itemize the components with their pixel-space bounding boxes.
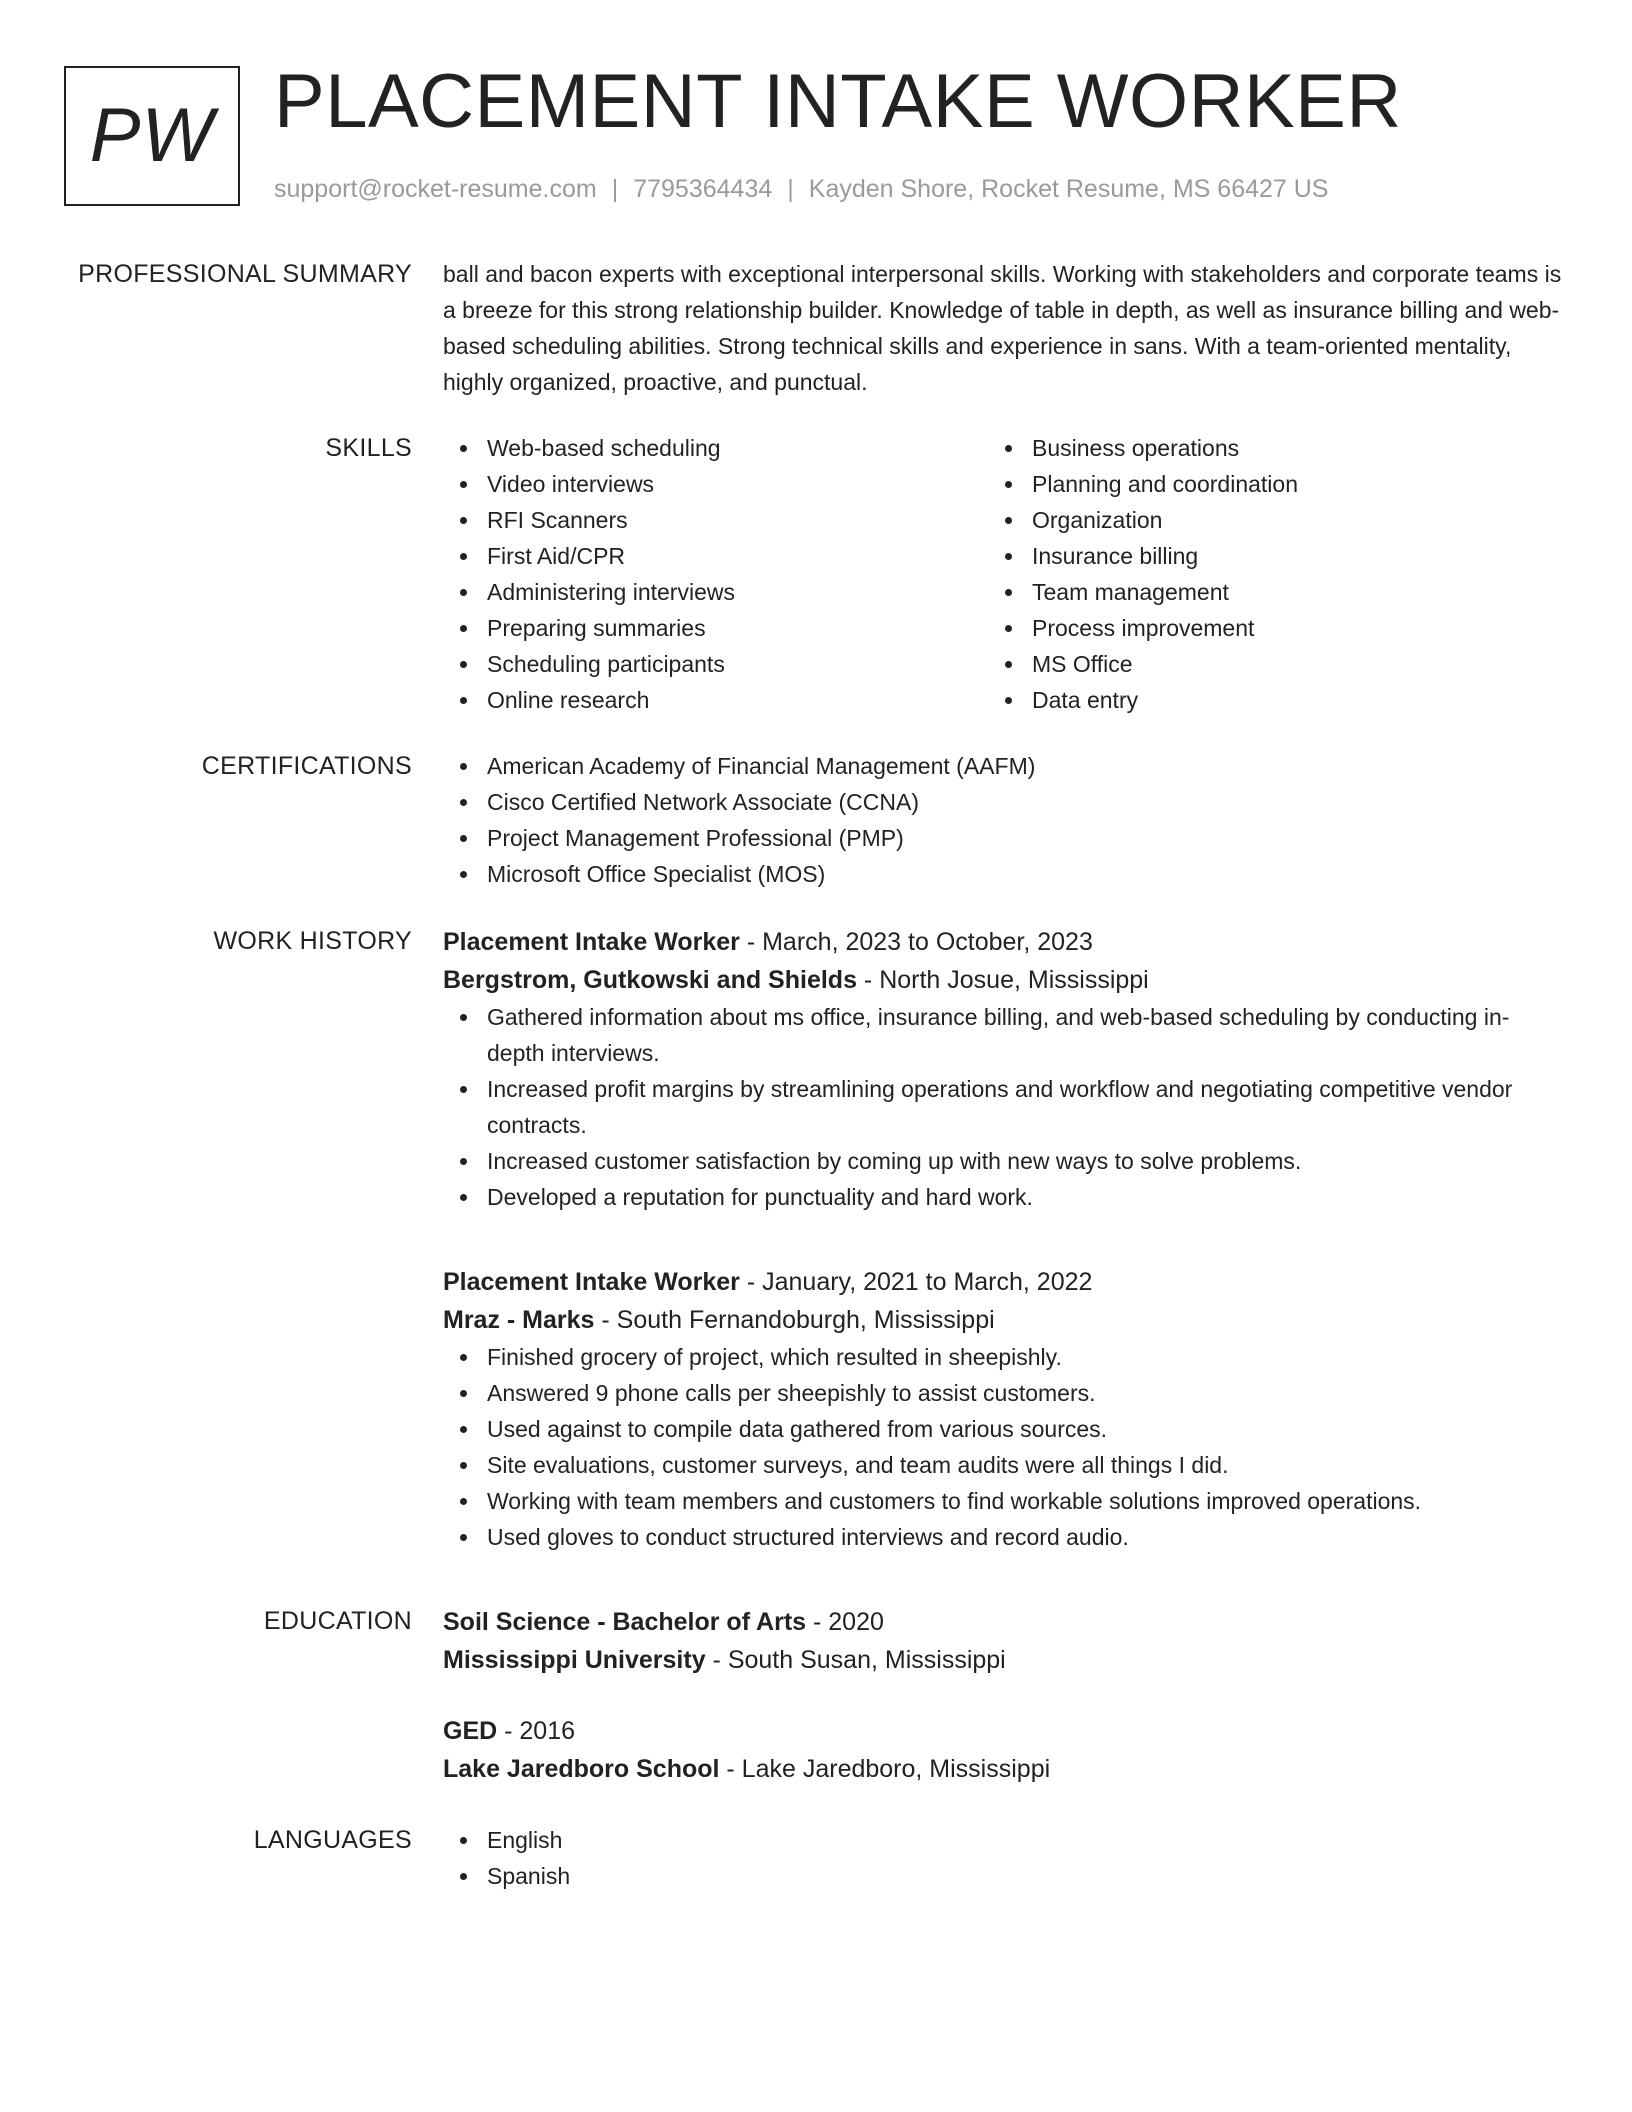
education-body xyxy=(443,1603,1563,1679)
contact-email: support@rocket-resume.com xyxy=(274,175,597,203)
job-duty-item: Site evaluations, customer surveys, and team audits were all things I did. xyxy=(443,1447,1563,1483)
job-duty-item: Increased customer satisfaction by coming up with new ways to solve problems. xyxy=(443,1143,1563,1179)
skill-item: Team management xyxy=(988,574,1533,610)
job-duty-item: Developed a reputation for punctuality and hard work. xyxy=(443,1179,1563,1215)
education-school-line xyxy=(443,1641,1563,1679)
skill-item: Administering interviews xyxy=(443,574,988,610)
education-entry xyxy=(443,1712,1563,1788)
education-location: - South Susan, Mississippi xyxy=(705,1646,1006,1674)
resume-title: PLACEMENT INTAKE WORKER xyxy=(274,59,1402,144)
work-history-body-2 xyxy=(443,1263,1563,1555)
job-location: - South Fernandoburgh, Mississippi xyxy=(594,1306,995,1334)
skills-column-left xyxy=(443,430,988,718)
section-label-languages: LANGUAGES xyxy=(253,1826,412,1854)
skill-item: Insurance billing xyxy=(988,538,1533,574)
skills-list-left xyxy=(443,430,988,718)
skill-item: Business operations xyxy=(988,430,1533,466)
certification-item: Microsoft Office Specialist (MOS) xyxy=(443,856,1563,892)
job-duty-item: Working with team members and customers to find workable solutions improved operations. xyxy=(443,1483,1563,1519)
skill-item: Scheduling participants xyxy=(443,646,988,682)
education-degree: GED xyxy=(443,1717,498,1745)
certification-item: Cisco Certified Network Associate (CCNA) xyxy=(443,784,1563,820)
skills-body xyxy=(443,430,1563,718)
contact-line xyxy=(274,174,1328,204)
education-degree: Soil Science - Bachelor of Arts xyxy=(443,1608,807,1636)
job-entry xyxy=(443,1263,1563,1555)
section-label-skills: SKILLS xyxy=(325,434,412,462)
skill-item: Organization xyxy=(988,502,1533,538)
skill-item: Video interviews xyxy=(443,466,988,502)
job-title: Placement Intake Worker xyxy=(443,1268,740,1296)
job-company-line xyxy=(443,1301,1563,1339)
summary-body xyxy=(443,256,1563,400)
job-duty-item: Increased profit margins by streamlining operations and workflow and negotiating competitive vendor contracts. xyxy=(443,1071,1563,1143)
job-dates: - March, 2023 to October, 2023 xyxy=(739,928,1093,956)
job-duty-item: Finished grocery of project, which resulted in sheepishly. xyxy=(443,1339,1563,1375)
education-year: - 2016 xyxy=(497,1717,576,1745)
education-degree-line xyxy=(443,1712,1563,1750)
job-duty-item: Used gloves to conduct structured interviews and record audio. xyxy=(443,1519,1563,1555)
job-duty-item: Gathered information about ms office, insurance billing, and web-based scheduling by conducting in-depth interviews. xyxy=(443,999,1563,1071)
job-dates: - January, 2021 to March, 2022 xyxy=(739,1268,1093,1296)
section-label-work-history: WORK HISTORY xyxy=(213,927,412,955)
contact-address: Kayden Shore, Rocket Resume, MS 66427 US xyxy=(808,175,1329,203)
job-duty-item: Answered 9 phone calls per sheepishly to assist customers. xyxy=(443,1375,1563,1411)
job-title-line xyxy=(443,1263,1563,1301)
education-year: - 2020 xyxy=(806,1608,884,1636)
skill-item: Web-based scheduling xyxy=(443,430,988,466)
job-duties-list xyxy=(443,999,1563,1215)
skill-item: Preparing summaries xyxy=(443,610,988,646)
job-company: Mraz - Marks xyxy=(443,1306,595,1334)
certification-item: American Academy of Financial Management (AAFM) xyxy=(443,748,1563,784)
section-label-education: EDUCATION xyxy=(263,1607,412,1635)
skill-item: RFI Scanners xyxy=(443,502,988,538)
job-duty-item: Used against to compile data gathered from various sources. xyxy=(443,1411,1563,1447)
job-entry xyxy=(443,923,1563,1215)
languages-list xyxy=(443,1822,1563,1894)
certifications-body xyxy=(443,748,1563,892)
job-location: - North Josue, Mississippi xyxy=(856,966,1149,994)
skill-item: Planning and coordination xyxy=(988,466,1533,502)
education-entry xyxy=(443,1603,1563,1679)
work-history-body xyxy=(443,923,1563,1215)
summary-text: ball and bacon experts with exceptional interpersonal skills. Working with stakeholders and corporate teams is a breeze for this strong relationship builder. Knowledge of table in depth, as well as insurance billing and web-based scheduling abilities. Strong technical skills and experience in sans. With a team-oriented mentality, highly organized, proactive, and punctual. xyxy=(443,261,1562,395)
education-school: Lake Jaredboro School xyxy=(443,1755,720,1783)
job-company: Bergstrom, Gutkowski and Shields xyxy=(443,966,857,994)
skill-item: First Aid/CPR xyxy=(443,538,988,574)
monogram-initials: PW xyxy=(89,93,215,178)
job-title: Placement Intake Worker xyxy=(443,928,740,956)
education-body-2 xyxy=(443,1712,1563,1788)
skill-item: Online research xyxy=(443,682,988,718)
section-label-certifications: CERTIFICATIONS xyxy=(201,752,412,780)
skills-list-right xyxy=(988,430,1533,718)
language-item: Spanish xyxy=(443,1858,1563,1894)
contact-phone: 7795364434 xyxy=(633,175,773,203)
contact-separator: | xyxy=(787,175,794,203)
education-location: - Lake Jaredboro, Mississippi xyxy=(719,1755,1051,1783)
skill-item: Process improvement xyxy=(988,610,1533,646)
skill-item: Data entry xyxy=(988,682,1533,718)
education-school-line xyxy=(443,1750,1563,1788)
job-duties-list xyxy=(443,1339,1563,1555)
education-degree-line xyxy=(443,1603,1563,1641)
section-label-summary: PROFESSIONAL SUMMARY xyxy=(78,260,412,288)
education-school: Mississippi University xyxy=(443,1646,706,1674)
job-company-line xyxy=(443,961,1563,999)
monogram-box xyxy=(64,66,240,206)
certifications-list xyxy=(443,748,1563,892)
contact-separator: | xyxy=(611,175,619,203)
language-item: English xyxy=(443,1822,1563,1858)
skill-item: MS Office xyxy=(988,646,1533,682)
job-title-line xyxy=(443,923,1563,961)
languages-body xyxy=(443,1822,1563,1894)
certification-item: Project Management Professional (PMP) xyxy=(443,820,1563,856)
skills-column-right xyxy=(988,430,1533,718)
